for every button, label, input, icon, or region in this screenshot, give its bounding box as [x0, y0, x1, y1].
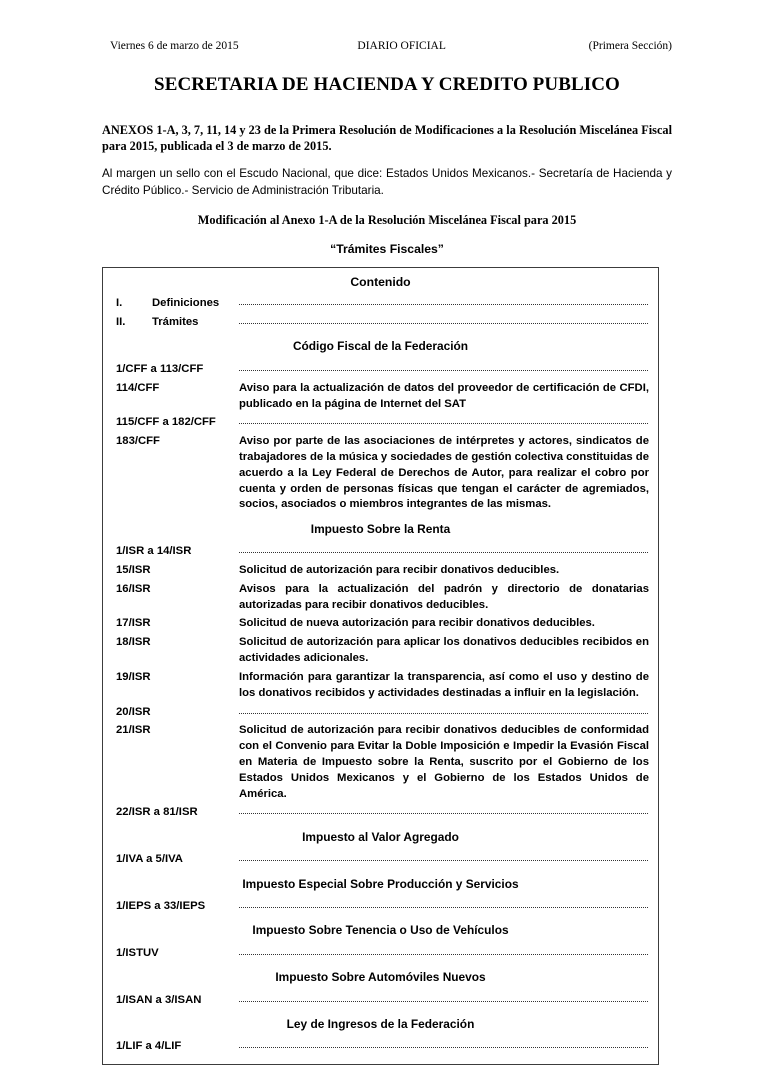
table-row-leader	[239, 899, 651, 910]
table-row	[110, 433, 651, 515]
contents-table-body	[110, 295, 651, 1057]
table-row-label-text: 18/ISR	[116, 636, 151, 649]
running-head-date: Viernes 6 de marzo de 2015	[110, 40, 239, 52]
tramites-heading: “Trámites Fiscales”	[330, 241, 444, 256]
dotted-leader	[239, 805, 649, 816]
table-row	[110, 615, 651, 634]
anexos-paragraph: ANEXOS 1-A, 3, 7, 11, 14 y 23 de la Primera Resolución de Modificaciones a la Resolución Miscelánea Fiscal para 2015, publicada el 3 de marzo de 2015.	[102, 122, 672, 154]
table-section-heading: Impuesto al Valor Agregado	[302, 829, 459, 844]
table-row-label-text: 1/IEPS a 33/IEPS	[116, 900, 206, 913]
table-row	[110, 851, 651, 870]
table-section-heading: Impuesto Sobre la Renta	[310, 521, 451, 536]
table-row-leader	[239, 805, 651, 816]
running-head	[110, 40, 672, 54]
table-row-label	[110, 705, 239, 721]
table-row	[110, 668, 651, 703]
dotted-leader	[239, 705, 649, 716]
table-row	[110, 414, 651, 433]
table-row-label	[110, 381, 239, 397]
table-row-label-text: 21/ISR	[116, 724, 151, 737]
table-row	[110, 360, 651, 379]
table-row-label-text: 1/LIF a 4/LIF	[116, 1040, 182, 1053]
table-row-label	[110, 315, 239, 331]
dotted-leader	[239, 415, 649, 426]
sello-paragraph: Al margen un sello con el Escudo Nacional, que dice: Estados Unidos Mexicanos.- Secretaría de Hacienda y Crédito Público.- Servicio de Administración Tributaria.	[102, 167, 672, 197]
dotted-leader	[239, 362, 649, 373]
table-row	[110, 898, 651, 917]
table-row-label-text: 183/CFF	[116, 435, 160, 448]
table-row-description: Avisos para la actualización del padrón y directorio de donatarias autorizadas para recibir donativos deducibles.	[239, 582, 649, 611]
table-row-label-text: 1/ISTUV	[116, 946, 159, 959]
table-row-description: Solicitud de autorización para aplicar los donativos deducibles recibidos en actividades adicionales.	[239, 636, 649, 665]
table-row-label-text: 15/ISR	[116, 564, 151, 577]
table-row-label	[110, 946, 239, 962]
table-row	[110, 543, 651, 562]
table-row-label-text: 1/IVA a 5/IVA	[116, 853, 183, 866]
table-row-label	[110, 434, 239, 450]
dotted-leader	[239, 1039, 649, 1050]
table-row-leader	[239, 415, 651, 426]
table-row-leader	[239, 544, 651, 555]
table-row-leader	[239, 705, 651, 716]
table-row	[110, 634, 651, 669]
table-row-label	[110, 635, 239, 651]
table-row-label-text: Trámites	[152, 316, 199, 329]
dotted-leader	[239, 899, 649, 910]
table-row	[110, 562, 651, 581]
table-row-leader	[239, 946, 651, 957]
table-row-label	[110, 670, 239, 686]
table-row-description: Solicitud de autorización para recibir donativos deducibles de conformidad con el Convenio para Evitar la Doble Imposición e Impedir la Evasión Fiscal en Materia de Impuesto sobre la Renta, suscrito por el Gobierno de los Estados Unidos Mexicanos y el Gobierno de los Estados Unidos de América.	[239, 724, 649, 800]
table-row-label	[110, 296, 239, 312]
dotted-leader	[239, 315, 649, 326]
table-row-label	[110, 362, 239, 378]
table-row-label-text: 1/ISR a 14/ISR	[116, 545, 192, 558]
table-row-description: Información para garantizar la transparencia, así como el uso y destino de los donativos recibidos y actividades destinadas a influir en la legislación.	[239, 670, 649, 699]
table-row-label	[110, 616, 239, 632]
table-row-label-text: 114/CFF	[116, 381, 160, 394]
dotted-leader	[239, 544, 649, 555]
page-title: SECRETARIA DE HACIENDA Y CREDITO PUBLICO	[154, 73, 620, 95]
table-row	[110, 314, 651, 333]
table-row-description: Solicitud de autorización para recibir donativos deducibles.	[239, 564, 560, 577]
running-head-section: (Primera Sección)	[588, 40, 672, 52]
dotted-leader	[239, 296, 649, 307]
table-row-leader	[239, 1039, 651, 1050]
table-section-heading: Ley de Ingresos de la Federación	[286, 1016, 475, 1031]
table-row-leader	[239, 315, 651, 326]
table-row-label	[110, 1039, 239, 1055]
table-row	[110, 804, 651, 823]
table-row-label-text: 22/ISR a 81/ISR	[116, 806, 198, 819]
table-row-label	[110, 899, 239, 915]
table-row-label	[110, 415, 239, 431]
table-row-label-text: 20/ISR	[116, 705, 151, 718]
table-section-heading: Impuesto Sobre Automóviles Nuevos	[275, 970, 486, 985]
dotted-leader	[239, 946, 649, 957]
contents-table-header: Contenido	[350, 274, 411, 289]
table-row-label	[110, 723, 239, 739]
table-row-leader	[239, 993, 651, 1004]
table-row-label-text: 19/ISR	[116, 670, 151, 683]
table-row-numeral: I.	[116, 297, 123, 310]
table-row-label-text: 16/ISR	[116, 582, 151, 595]
table-row-label-text: Definiciones	[152, 297, 220, 310]
table-row-label-text: 17/ISR	[116, 617, 151, 630]
table-row-leader	[239, 296, 651, 307]
table-row-label-text: 1/ISAN a 3/ISAN	[116, 993, 202, 1006]
table-row	[110, 722, 651, 804]
dotted-leader	[239, 993, 649, 1004]
table-row-description: Solicitud de nueva autorización para recibir donativos deducibles.	[239, 617, 595, 630]
table-row	[110, 580, 651, 615]
table-row-label	[110, 993, 239, 1009]
table-row	[110, 944, 651, 963]
table-section-heading: Código Fiscal de la Federación	[292, 339, 469, 354]
table-section-heading: Impuesto Especial Sobre Producción y Servicios	[242, 876, 519, 891]
table-row-label	[110, 805, 239, 821]
dotted-leader	[239, 852, 649, 863]
running-head-publication: DIARIO OFICIAL	[357, 40, 446, 52]
table-row	[110, 295, 651, 314]
table-row-leader	[239, 852, 651, 863]
table-row	[110, 1038, 651, 1057]
table-row-label	[110, 563, 239, 579]
modificacion-heading: Modificación al Anexo 1-A de la Resolución Miscelánea Fiscal para 2015	[197, 212, 577, 227]
table-row-label-text: 115/CFF a 182/CFF	[116, 416, 216, 429]
contents-table	[102, 267, 659, 1065]
table-row-label	[110, 852, 239, 868]
table-row-label	[110, 582, 239, 598]
table-row	[110, 703, 651, 722]
table-row-numeral: II.	[116, 316, 126, 329]
table-row-leader	[239, 362, 651, 373]
table-row-description: Aviso por parte de las asociaciones de intérpretes y actores, sindicatos de trabajadores de la música y sociedades de gestión colectiva constituidas de acuerdo a la Ley Federal de Derechos de Autor, para realizar el cobro por cuenta y orden de personas físicas que tengan el carácter de agremiados, socios, asociados o miembros integrantes de las mismas.	[239, 435, 649, 511]
table-row-description: Aviso para la actualización de datos del proveedor de certificación de CFDI, publicado en la página de Internet del SAT	[239, 381, 649, 410]
table-row-label	[110, 544, 239, 560]
table-row-label-text: 1/CFF a 113/CFF	[116, 362, 204, 375]
table-section-heading: Impuesto Sobre Tenencia o Uso de Vehículos	[252, 923, 509, 938]
table-row	[110, 379, 651, 414]
